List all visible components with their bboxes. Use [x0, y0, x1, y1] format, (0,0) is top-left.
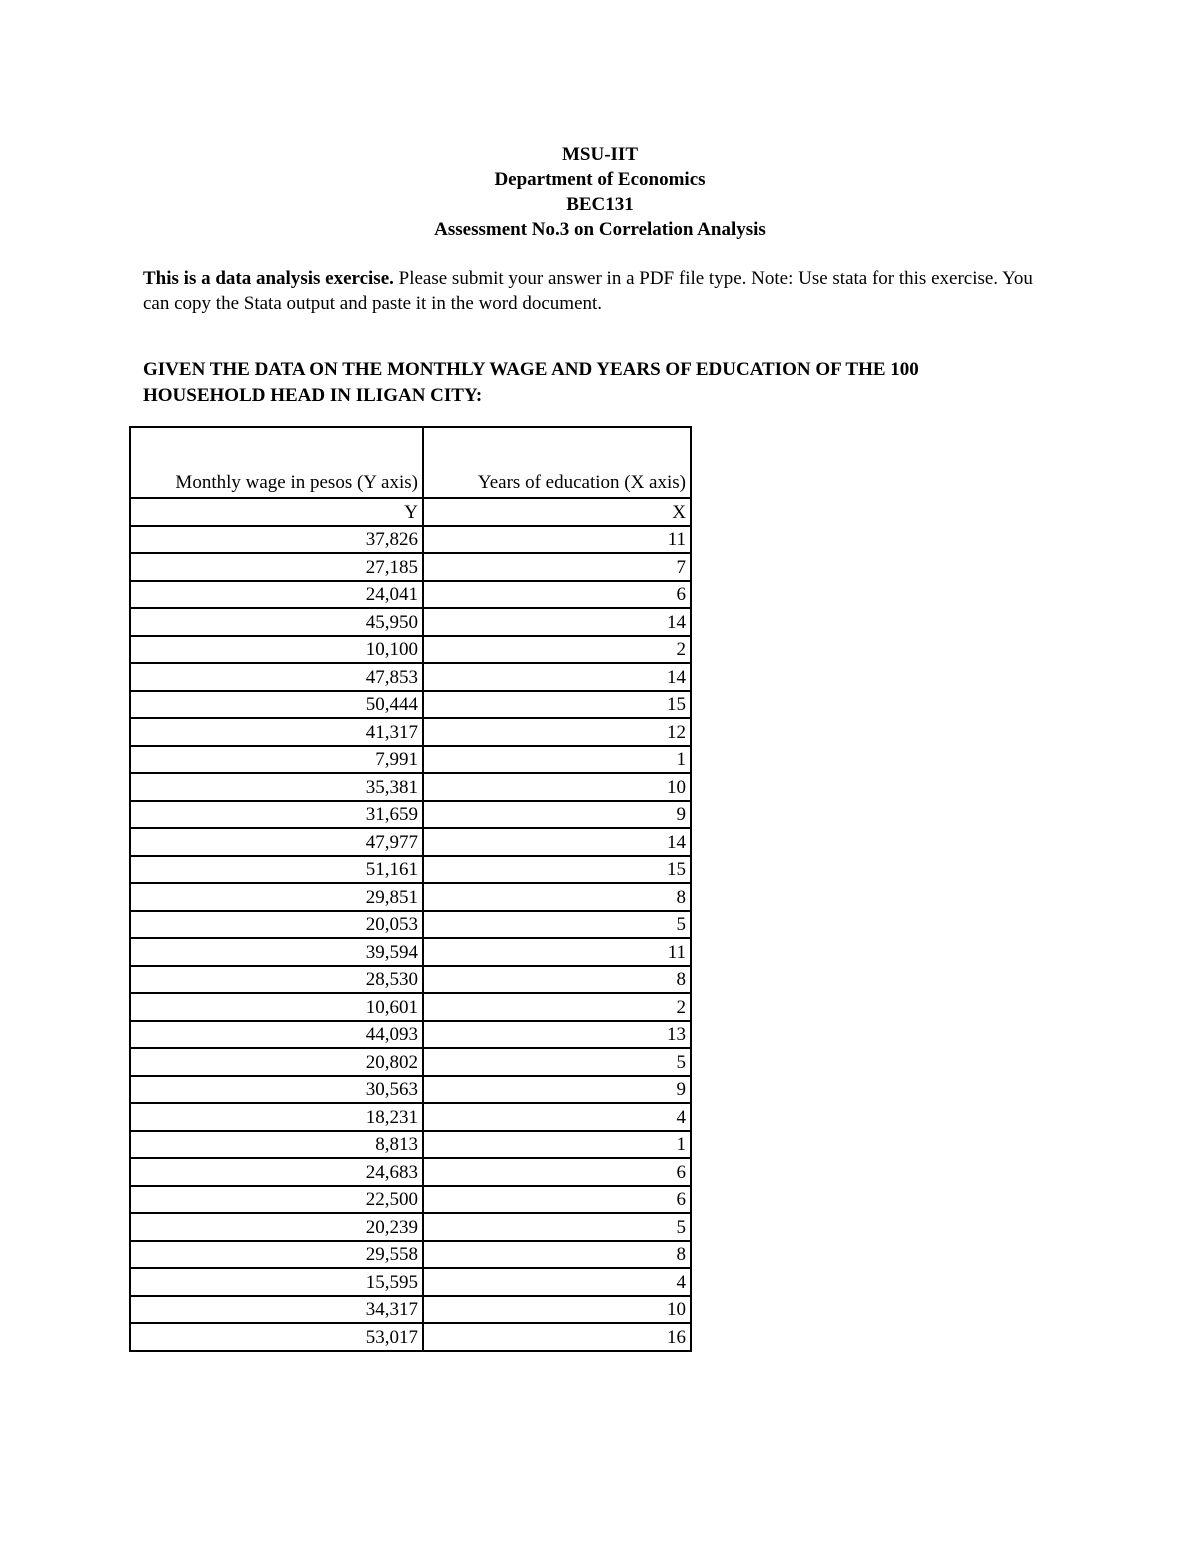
- education-cell: 5: [423, 1048, 691, 1076]
- education-cell: 8: [423, 966, 691, 994]
- table-row: [130, 1213, 691, 1241]
- wage-cell: 28,530: [130, 966, 423, 994]
- table-row: [130, 1048, 691, 1076]
- education-cell: 10: [423, 773, 691, 801]
- table-row: [130, 1268, 691, 1296]
- wage-cell: 29,851: [130, 883, 423, 911]
- table-row: [130, 993, 691, 1021]
- wage-education-table: [129, 426, 692, 1352]
- table-row: [130, 1186, 691, 1214]
- wage-cell: 45,950: [130, 608, 423, 636]
- table-row: [130, 1021, 691, 1049]
- table-row: [130, 691, 691, 719]
- data-section-heading: GIVEN THE DATA ON THE MONTHLY WAGE AND YEARS OF EDUCATION OF THE 100 HOUSEHOLD HEAD IN ILIGAN CITY:: [143, 359, 919, 406]
- education-cell: 15: [423, 691, 691, 719]
- table-row: [130, 856, 691, 884]
- table-row: [130, 801, 691, 829]
- table-row: [130, 1241, 691, 1269]
- wage-cell: 10,100: [130, 636, 423, 664]
- wage-cell: 31,659: [130, 801, 423, 829]
- table-row: [130, 608, 691, 636]
- education-cell: 9: [423, 801, 691, 829]
- wage-cell: 34,317: [130, 1296, 423, 1324]
- table-row: [130, 553, 691, 581]
- wage-cell: 10,601: [130, 993, 423, 1021]
- wage-cell: 7,991: [130, 746, 423, 774]
- education-cell: 13: [423, 1021, 691, 1049]
- education-cell: 9: [423, 1076, 691, 1104]
- education-cell: 7: [423, 553, 691, 581]
- education-cell: 2: [423, 636, 691, 664]
- education-cell: 6: [423, 581, 691, 609]
- column-header-wage: Monthly wage in pesos (Y axis): [130, 427, 423, 498]
- institution-name: MSU-IIT: [561, 144, 638, 165]
- symbol-x: X: [423, 498, 691, 526]
- education-cell: 16: [423, 1323, 691, 1351]
- department-name: Department of Economics: [494, 169, 706, 190]
- education-cell: 1: [423, 746, 691, 774]
- wage-cell: 18,231: [130, 1103, 423, 1131]
- wage-cell: 35,381: [130, 773, 423, 801]
- education-cell: 10: [423, 1296, 691, 1324]
- wage-cell: 37,826: [130, 526, 423, 554]
- wage-cell: 24,041: [130, 581, 423, 609]
- education-cell: 11: [423, 938, 691, 966]
- wage-cell: 27,185: [130, 553, 423, 581]
- table-symbol-row: [130, 498, 691, 526]
- instructions-body: Please submit your answer in a PDF file type. Note: Use stata for this exercise. You can copy the Stata output and paste it in the word document.: [143, 268, 1033, 314]
- assessment-title: Assessment No.3 on Correlation Analysis: [434, 219, 766, 240]
- table-row: [130, 1323, 691, 1351]
- table-row: [130, 636, 691, 664]
- wage-cell: 20,802: [130, 1048, 423, 1076]
- wage-cell: 51,161: [130, 856, 423, 884]
- wage-cell: 8,813: [130, 1131, 423, 1159]
- wage-cell: 44,093: [130, 1021, 423, 1049]
- wage-cell: 20,053: [130, 911, 423, 939]
- table-row: [130, 966, 691, 994]
- education-cell: 14: [423, 828, 691, 856]
- wage-cell: 47,853: [130, 663, 423, 691]
- table-row: [130, 1076, 691, 1104]
- education-cell: 6: [423, 1158, 691, 1186]
- education-cell: 14: [423, 608, 691, 636]
- table-row: [130, 526, 691, 554]
- education-cell: 12: [423, 718, 691, 746]
- education-cell: 4: [423, 1103, 691, 1131]
- column-header-education: Years of education (X axis): [423, 427, 691, 498]
- instructions-paragraph: [143, 266, 1043, 316]
- document-header: [0, 142, 1200, 242]
- table-row: [130, 911, 691, 939]
- table-row: [130, 718, 691, 746]
- table-row: [130, 938, 691, 966]
- table-row: [130, 663, 691, 691]
- wage-cell: 20,239: [130, 1213, 423, 1241]
- table-row: [130, 581, 691, 609]
- wage-cell: 29,558: [130, 1241, 423, 1269]
- wage-cell: 30,563: [130, 1076, 423, 1104]
- education-cell: 15: [423, 856, 691, 884]
- wage-cell: 47,977: [130, 828, 423, 856]
- table-row: [130, 1296, 691, 1324]
- table-row: [130, 1158, 691, 1186]
- wage-cell: 24,683: [130, 1158, 423, 1186]
- education-cell: 4: [423, 1268, 691, 1296]
- instructions-lead: This is a data analysis exercise.: [143, 268, 394, 289]
- education-cell: 1: [423, 1131, 691, 1159]
- table-body: [130, 498, 691, 1351]
- education-cell: 11: [423, 526, 691, 554]
- education-cell: 5: [423, 1213, 691, 1241]
- wage-cell: 50,444: [130, 691, 423, 719]
- education-cell: 8: [423, 1241, 691, 1269]
- table-row: [130, 746, 691, 774]
- table-row: [130, 773, 691, 801]
- wage-cell: 39,594: [130, 938, 423, 966]
- education-cell: 8: [423, 883, 691, 911]
- table-row: [130, 828, 691, 856]
- education-cell: 6: [423, 1186, 691, 1214]
- education-cell: 5: [423, 911, 691, 939]
- table-header-row: [130, 427, 691, 498]
- symbol-y: Y: [130, 498, 423, 526]
- course-code: BEC131: [566, 194, 634, 215]
- table-row: [130, 883, 691, 911]
- education-cell: 2: [423, 993, 691, 1021]
- wage-cell: 15,595: [130, 1268, 423, 1296]
- wage-cell: 22,500: [130, 1186, 423, 1214]
- wage-cell: 41,317: [130, 718, 423, 746]
- table-row: [130, 1131, 691, 1159]
- table-row: [130, 1103, 691, 1131]
- education-cell: 14: [423, 663, 691, 691]
- wage-cell: 53,017: [130, 1323, 423, 1351]
